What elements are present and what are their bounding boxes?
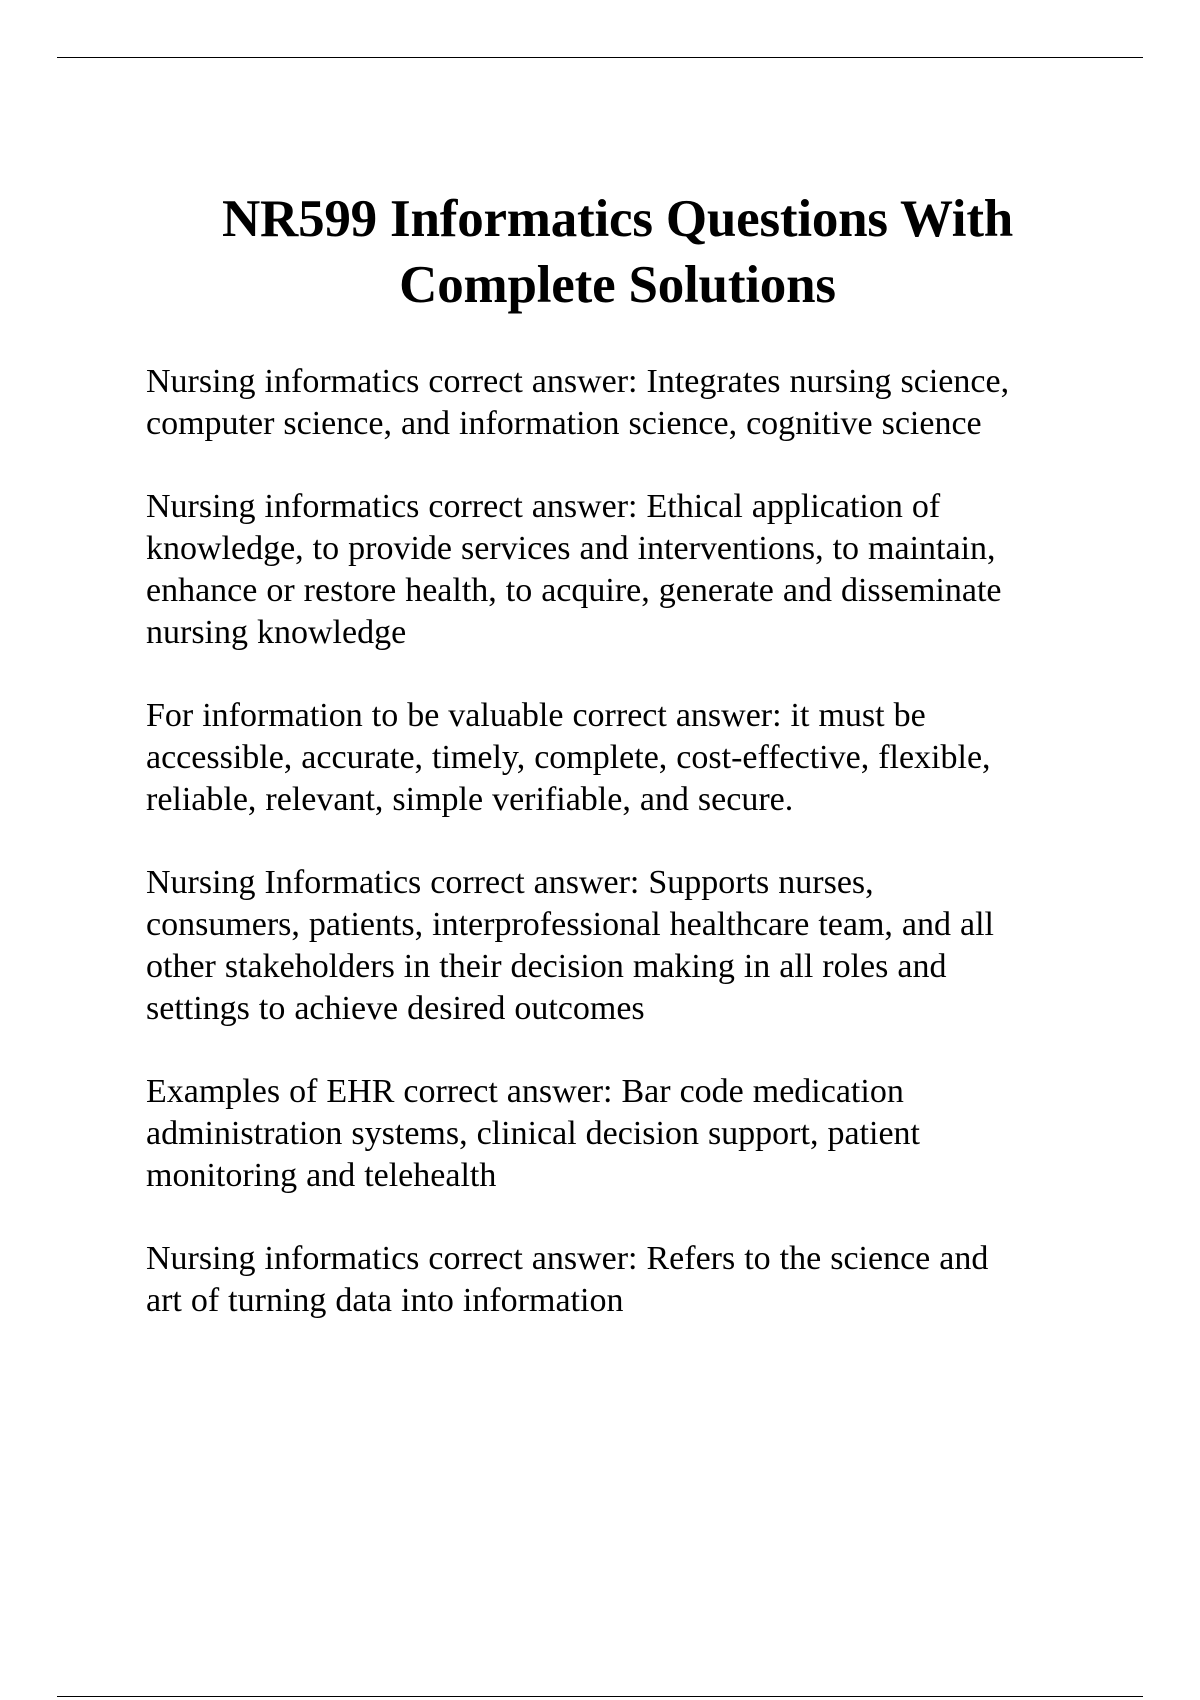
qa-entry-line: Nursing informatics correct answer: Integrates nursing science, xyxy=(146,363,1010,400)
qa-entry-line: accessible, accurate, timely, complete, cost-effective, flexible, xyxy=(146,739,991,776)
qa-entry-3 xyxy=(146,695,1146,821)
qa-entry-line: reliable, relevant, simple verifiable, and secure. xyxy=(146,781,794,818)
qa-entry-line: Nursing Informatics correct answer: Supports nurses, xyxy=(146,864,874,901)
qa-entry-line: computer science, and information science, cognitive science xyxy=(146,405,982,442)
qa-entry-line: administration systems, clinical decision support, patient xyxy=(146,1115,920,1152)
qa-entry-2 xyxy=(146,486,1146,654)
qa-entry-6 xyxy=(146,1238,1146,1322)
qa-entry-line: Nursing informatics correct answer: Refers to the science and xyxy=(146,1240,989,1277)
qa-entry-line: consumers, patients, interprofessional healthcare team, and all xyxy=(146,906,994,943)
qa-entry-line: enhance or restore health, to acquire, generate and disseminate xyxy=(146,572,1002,609)
qa-entry-line: For information to be valuable correct answer: it must be xyxy=(146,697,926,734)
title-line-2: Complete Solutions xyxy=(399,256,836,314)
title-line-1: NR599 Informatics Questions With xyxy=(221,190,1014,248)
document-title xyxy=(100,186,1135,318)
qa-entry-line: Nursing informatics correct answer: Ethical application of xyxy=(146,488,941,525)
qa-entry-1 xyxy=(146,361,1146,445)
qa-entry-line: nursing knowledge xyxy=(146,614,407,651)
qa-list xyxy=(146,361,1146,1363)
top-rule xyxy=(57,57,1143,58)
qa-entry-line: other stakeholders in their decision making in all roles and xyxy=(146,948,947,985)
qa-entry-line: Examples of EHR correct answer: Bar code medication xyxy=(146,1073,904,1110)
qa-entry-line: knowledge, to provide services and interventions, to maintain, xyxy=(146,530,996,567)
bottom-rule xyxy=(57,1696,1143,1697)
qa-entry-line: settings to achieve desired outcomes xyxy=(146,990,645,1027)
qa-entry-4 xyxy=(146,862,1146,1030)
qa-entry-5 xyxy=(146,1071,1146,1197)
qa-entry-line: art of turning data into information xyxy=(146,1282,624,1319)
qa-entry-line: monitoring and telehealth xyxy=(146,1157,497,1194)
